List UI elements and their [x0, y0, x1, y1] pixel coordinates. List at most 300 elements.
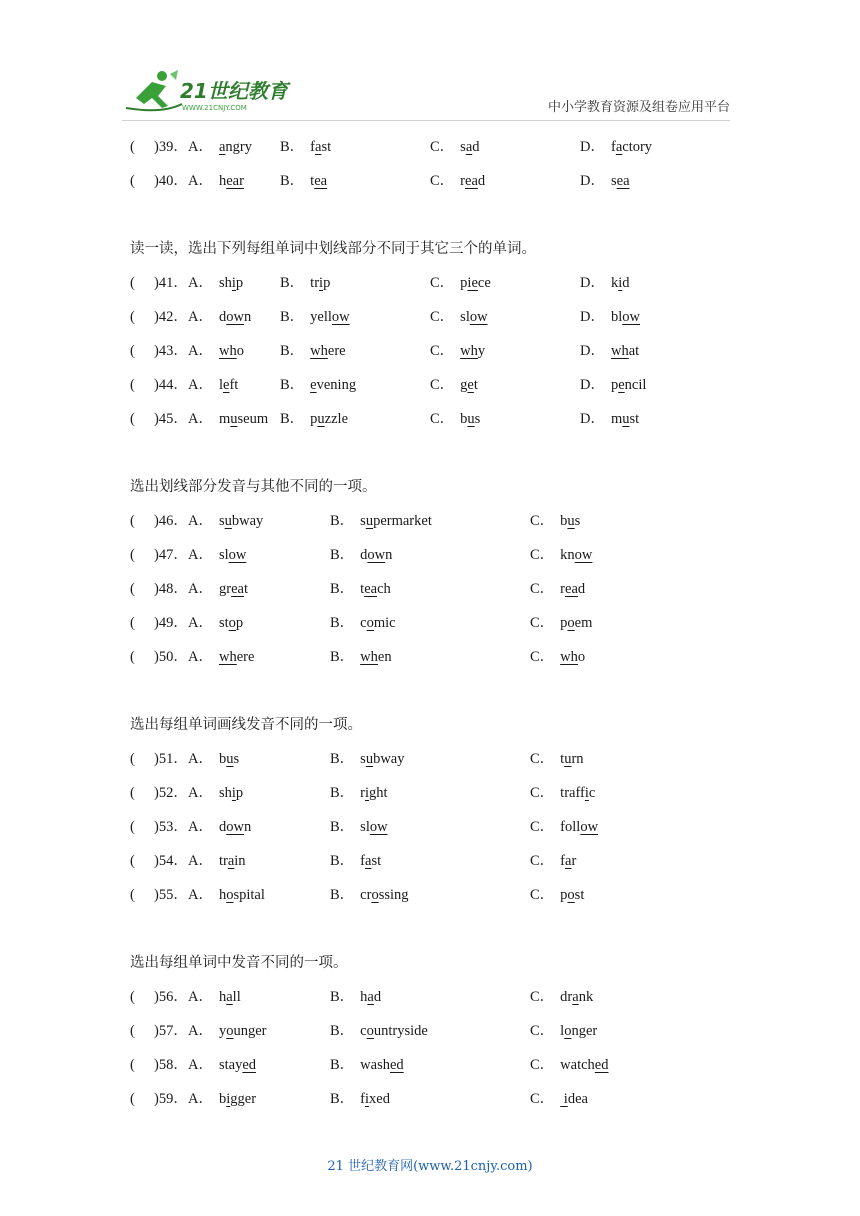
underlined-part: o [228, 615, 236, 631]
underlined-part: u [564, 751, 572, 767]
option-letter: A． [188, 751, 213, 767]
option-word [219, 411, 268, 427]
question-number: )52． [154, 785, 188, 801]
question-number: )54． [154, 853, 188, 869]
option-letter: A． [188, 275, 213, 291]
option-word [219, 853, 246, 869]
word-prefix: d [360, 547, 368, 563]
option-word [219, 139, 252, 155]
word-prefix: t [310, 173, 315, 189]
option-word [219, 649, 254, 665]
question-row [130, 780, 750, 814]
question-row [130, 984, 750, 1018]
underlined-part: e [618, 377, 625, 393]
underlined-part: a [226, 989, 233, 1005]
option-letter: B． [280, 275, 305, 291]
section-instruction: 读一读，选出下列每组单词中划线部分不同于其它三个的单词。 [130, 241, 536, 257]
option-letter: B． [330, 989, 355, 1005]
option-word [219, 615, 243, 631]
option-c [530, 610, 592, 636]
option-word [219, 377, 238, 393]
underlined-part: ea [616, 173, 630, 189]
word-prefix: t [560, 751, 565, 767]
question-number: )53． [154, 819, 188, 835]
underlined-part: a [565, 853, 572, 869]
option-word [219, 785, 243, 801]
word-prefix: sl [360, 819, 370, 835]
option-b [330, 814, 388, 840]
option-d [580, 372, 646, 398]
option-c [430, 372, 478, 398]
underlined-part: ie [467, 275, 478, 291]
answer-blank[interactable]: ( [130, 139, 135, 155]
word-suffix: unger [233, 1023, 267, 1039]
word-suffix: bway [231, 513, 264, 529]
underlined-part: wh [360, 649, 378, 665]
option-letter: C． [530, 615, 555, 631]
question-number: )55． [154, 887, 188, 903]
option-letter: B． [330, 853, 355, 869]
header-divider [122, 120, 730, 121]
logo [122, 68, 292, 114]
underlined-part: wh [218, 649, 237, 665]
option-letter: C． [530, 989, 555, 1005]
word-suffix: p [235, 275, 244, 291]
option-letter: B． [330, 1091, 355, 1107]
option-word [611, 411, 639, 427]
underlined-part: wh [218, 343, 237, 359]
word-suffix: in [234, 853, 246, 869]
underlined-part: e [310, 377, 317, 393]
option-letter: D． [580, 377, 605, 393]
question-number: )45． [154, 411, 188, 427]
option-d [580, 168, 630, 194]
answer-blank[interactable]: ( [130, 581, 135, 597]
word-prefix: c [360, 1023, 367, 1039]
question-row [130, 270, 750, 304]
option-word [219, 309, 251, 325]
option-word [560, 581, 585, 597]
option-word [360, 1091, 390, 1107]
option-word [219, 581, 248, 597]
option-letter: B． [330, 1023, 355, 1039]
word-prefix: watch [560, 1057, 595, 1073]
word-suffix: gger [230, 1091, 257, 1107]
answer-blank[interactable]: ( [130, 1091, 135, 1107]
section-gap [130, 916, 750, 950]
option-b [330, 1052, 404, 1078]
word-suffix: en [377, 649, 392, 665]
word-prefix: s [460, 139, 466, 155]
word-suffix: spital [233, 887, 265, 903]
option-c [530, 814, 598, 840]
option-letter: C． [530, 547, 555, 563]
underlined-part: wh [460, 343, 478, 359]
word-prefix: l [560, 1023, 565, 1039]
word-prefix: tr [310, 275, 320, 291]
underlined-part: o [366, 1023, 374, 1039]
option-b [330, 848, 381, 874]
option-letter: A． [188, 615, 213, 631]
option-letter: D． [580, 275, 605, 291]
option-word [219, 1091, 256, 1107]
option-word [310, 343, 345, 359]
option-letter: B． [330, 1057, 355, 1073]
word-prefix: b [218, 751, 227, 767]
option-word [310, 139, 331, 155]
question-row [130, 542, 750, 576]
word-prefix: kn [560, 547, 575, 563]
underlined-part: ow [580, 819, 599, 835]
answer-blank[interactable]: ( [130, 411, 135, 427]
word-suffix: o [236, 343, 244, 359]
section-gap [130, 202, 750, 236]
option-word [560, 649, 585, 665]
option-word [460, 139, 479, 155]
word-suffix: ch [377, 581, 391, 597]
underlined-part: i [231, 275, 236, 291]
word-prefix: sl [218, 547, 229, 563]
answer-blank[interactable]: ( [130, 343, 135, 359]
option-b [280, 372, 356, 398]
option-a [188, 134, 252, 160]
word-suffix: rn [571, 751, 584, 767]
option-a [188, 508, 263, 534]
option-letter: C． [430, 411, 455, 427]
word-suffix: em [574, 615, 593, 631]
option-d [580, 270, 630, 296]
option-word [460, 377, 478, 393]
option-b [330, 576, 391, 602]
option-letter: B． [330, 649, 355, 665]
word-prefix: b [560, 513, 568, 529]
option-letter: B． [280, 411, 305, 427]
option-letter: D． [580, 309, 605, 325]
option-word [310, 411, 348, 427]
option-b [330, 610, 396, 636]
option-letter: C． [530, 649, 555, 665]
answer-blank[interactable]: ( [130, 547, 135, 563]
underlined-part: ow [226, 819, 244, 835]
option-c [530, 746, 584, 772]
word-suffix: st [321, 139, 332, 155]
option-word [360, 1057, 404, 1073]
word-prefix: f [560, 853, 566, 869]
option-letter: B． [280, 173, 305, 189]
question-row [130, 1052, 750, 1086]
word-prefix: l [218, 377, 224, 393]
option-word [310, 275, 330, 291]
option-a [188, 304, 251, 330]
option-letter: C． [530, 785, 555, 801]
option-word [560, 615, 592, 631]
answer-blank[interactable]: ( [130, 751, 135, 767]
word-suffix: n [243, 819, 252, 835]
section-gap [130, 440, 750, 474]
word-prefix: s [360, 513, 366, 529]
option-word [611, 343, 639, 359]
word-suffix: nk [578, 989, 594, 1005]
option-b [280, 134, 331, 160]
option-c [530, 1052, 608, 1078]
underlined-part: u [317, 411, 325, 427]
word-prefix: g [460, 377, 468, 393]
logo-runner-icon [122, 68, 292, 114]
underlined-part: o [226, 887, 234, 903]
option-letter: B． [330, 751, 355, 767]
option-letter: A． [188, 343, 213, 359]
option-word [611, 139, 652, 155]
option-a [188, 576, 248, 602]
option-letter: D． [580, 173, 605, 189]
option-c [430, 304, 488, 330]
option-b [280, 168, 327, 194]
option-word [219, 751, 239, 767]
option-a [188, 848, 246, 874]
underlined-part: ow [226, 309, 244, 325]
underlined-part: ow [574, 547, 593, 563]
question-row [130, 610, 750, 644]
option-word [560, 547, 592, 563]
option-letter: C． [530, 1057, 555, 1073]
underlined-part: u [467, 411, 475, 427]
word-prefix: traff [560, 785, 585, 801]
option-a [188, 1086, 256, 1112]
section-instruction: 选出每组单词中发音不同的一项。 [130, 955, 348, 971]
option-letter: A． [188, 1057, 213, 1073]
option-letter: C． [530, 887, 555, 903]
option-c [530, 576, 585, 602]
word-suffix: p [235, 615, 244, 631]
option-word [219, 275, 243, 291]
question-row [130, 304, 750, 338]
question-row [130, 1018, 750, 1052]
question-number: )47． [154, 547, 188, 563]
option-word [560, 819, 598, 835]
word-suffix: n [385, 547, 393, 563]
underlined-part: ea [465, 173, 478, 189]
question-number: )59． [154, 1091, 188, 1107]
word-suffix: d [373, 989, 382, 1005]
word-prefix: k [610, 275, 619, 291]
option-a [188, 1018, 267, 1044]
word-prefix: f [360, 1091, 366, 1107]
option-c [530, 984, 593, 1010]
underlined-part: wh [610, 343, 629, 359]
question-number: )56． [154, 989, 188, 1005]
word-suffix: bway [373, 751, 405, 767]
word-prefix: d [218, 819, 227, 835]
option-c [530, 1018, 597, 1044]
word-suffix: st [629, 411, 640, 427]
option-c [430, 134, 480, 160]
option-a [188, 338, 244, 364]
underlined-part: i [231, 785, 236, 801]
option-letter: C． [530, 853, 555, 869]
option-a [188, 644, 254, 670]
option-word [611, 275, 630, 291]
word-prefix: bl [610, 309, 623, 325]
option-a [188, 1052, 256, 1078]
question-row [130, 848, 750, 882]
option-word [611, 377, 646, 393]
question-number: )48． [154, 581, 188, 597]
underlined-part: e [223, 377, 230, 393]
option-a [188, 814, 251, 840]
word-prefix: gr [218, 581, 232, 597]
underlined-part: i [319, 275, 324, 291]
word-prefix: h [218, 887, 227, 903]
underlined-part: ow [331, 309, 350, 325]
word-prefix: tr [218, 853, 228, 869]
underlined-part: i [560, 1091, 568, 1107]
word-suffix: ft [229, 377, 239, 393]
option-letter: A． [188, 989, 213, 1005]
answer-blank[interactable]: ( [130, 887, 135, 903]
option-word [360, 887, 408, 903]
option-word [560, 989, 593, 1005]
option-letter: C． [530, 1023, 555, 1039]
underlined-part: a [365, 853, 372, 869]
word-prefix: st [218, 615, 229, 631]
underlined-part: o [226, 1023, 234, 1039]
underlined-part: a [367, 989, 374, 1005]
word-suffix: o [577, 649, 586, 665]
option-c [530, 1086, 588, 1112]
underlined-part: u [365, 751, 374, 767]
word-suffix: mic [373, 615, 396, 631]
answer-blank[interactable]: ( [130, 1023, 135, 1039]
option-letter: C． [430, 343, 455, 359]
option-b [330, 644, 392, 670]
word-suffix: ere [236, 649, 255, 665]
logo-text: 21世纪教育 [180, 79, 288, 103]
option-d [580, 406, 639, 432]
option-letter: A． [188, 377, 213, 393]
option-word [360, 513, 432, 529]
answer-blank[interactable]: ( [130, 1057, 135, 1073]
option-word [560, 785, 595, 801]
word-prefix: h [218, 173, 227, 189]
underlined-part: i [584, 785, 589, 801]
word-suffix: untryside [373, 1023, 428, 1039]
word-prefix: sh [218, 275, 232, 291]
option-b [330, 882, 409, 908]
underlined-part: u [224, 513, 232, 529]
word-prefix: y [218, 1023, 227, 1039]
option-d [580, 304, 640, 330]
option-word [460, 309, 487, 325]
option-letter: C． [530, 819, 555, 835]
question-row [130, 338, 750, 372]
word-prefix: f [610, 139, 616, 155]
answer-blank[interactable]: ( [130, 309, 135, 325]
answer-blank[interactable]: ( [130, 649, 135, 665]
underlined-part: ow [622, 309, 640, 325]
option-letter: C． [530, 751, 555, 767]
underlined-part: wh [560, 649, 578, 665]
option-letter: B． [280, 309, 305, 325]
underlined-part: a [615, 139, 623, 155]
option-c [530, 882, 584, 908]
word-prefix: r [560, 581, 566, 597]
option-word [310, 377, 356, 393]
underlined-part: ed [389, 1057, 404, 1073]
option-a [188, 780, 243, 806]
option-letter: C． [430, 309, 455, 325]
question-number: )51． [154, 751, 188, 767]
answer-blank[interactable]: ( [130, 989, 135, 1005]
option-word [360, 819, 387, 835]
word-suffix: s [574, 513, 581, 529]
option-word [360, 1023, 428, 1039]
option-letter: D． [580, 343, 605, 359]
option-c [430, 168, 485, 194]
answer-blank[interactable]: ( [130, 785, 135, 801]
word-suffix: ctory [622, 139, 653, 155]
word-suffix: st [371, 853, 382, 869]
answer-blank[interactable]: ( [130, 377, 135, 393]
option-letter: B． [280, 377, 305, 393]
option-word [360, 853, 381, 869]
option-letter: C． [530, 513, 555, 529]
question-number: )39． [154, 139, 188, 155]
word-prefix: b [460, 411, 468, 427]
word-prefix: p [460, 275, 468, 291]
underlined-part: ea [565, 581, 578, 597]
answer-blank[interactable]: ( [130, 173, 135, 189]
word-suffix: nger [571, 1023, 598, 1039]
option-a [188, 542, 246, 568]
word-suffix: s [474, 411, 481, 427]
option-word [360, 989, 381, 1005]
logo-url: WWW.21CNJY.COM [182, 104, 247, 112]
underlined-part: u [365, 513, 374, 529]
word-prefix: r [460, 173, 466, 189]
option-b [330, 1018, 428, 1044]
answer-blank[interactable]: ( [130, 853, 135, 869]
underlined-part: i [618, 275, 623, 291]
option-letter: A． [188, 853, 213, 869]
word-suffix: d [577, 581, 586, 597]
answer-blank[interactable]: ( [130, 513, 135, 529]
option-word [460, 343, 485, 359]
question-number: )58． [154, 1057, 188, 1073]
question-row [130, 168, 750, 202]
option-word [360, 547, 392, 563]
option-b [330, 542, 392, 568]
option-c [430, 270, 491, 296]
option-b [280, 338, 346, 364]
underlined-part: u [622, 411, 630, 427]
option-word [460, 275, 491, 291]
option-a [188, 168, 244, 194]
answer-blank[interactable]: ( [130, 275, 135, 291]
word-prefix: dr [560, 989, 573, 1005]
option-word [219, 989, 241, 1005]
underlined-part: e [467, 377, 474, 393]
word-suffix: c [588, 785, 596, 801]
question-number: )49． [154, 615, 188, 631]
question-number: )41． [154, 275, 188, 291]
word-suffix: ere [327, 343, 346, 359]
answer-blank[interactable]: ( [130, 615, 135, 631]
word-prefix: p [310, 411, 318, 427]
option-letter: B． [330, 785, 355, 801]
underlined-part: ow [228, 547, 247, 563]
question-row [130, 644, 750, 678]
answer-blank[interactable]: ( [130, 819, 135, 835]
